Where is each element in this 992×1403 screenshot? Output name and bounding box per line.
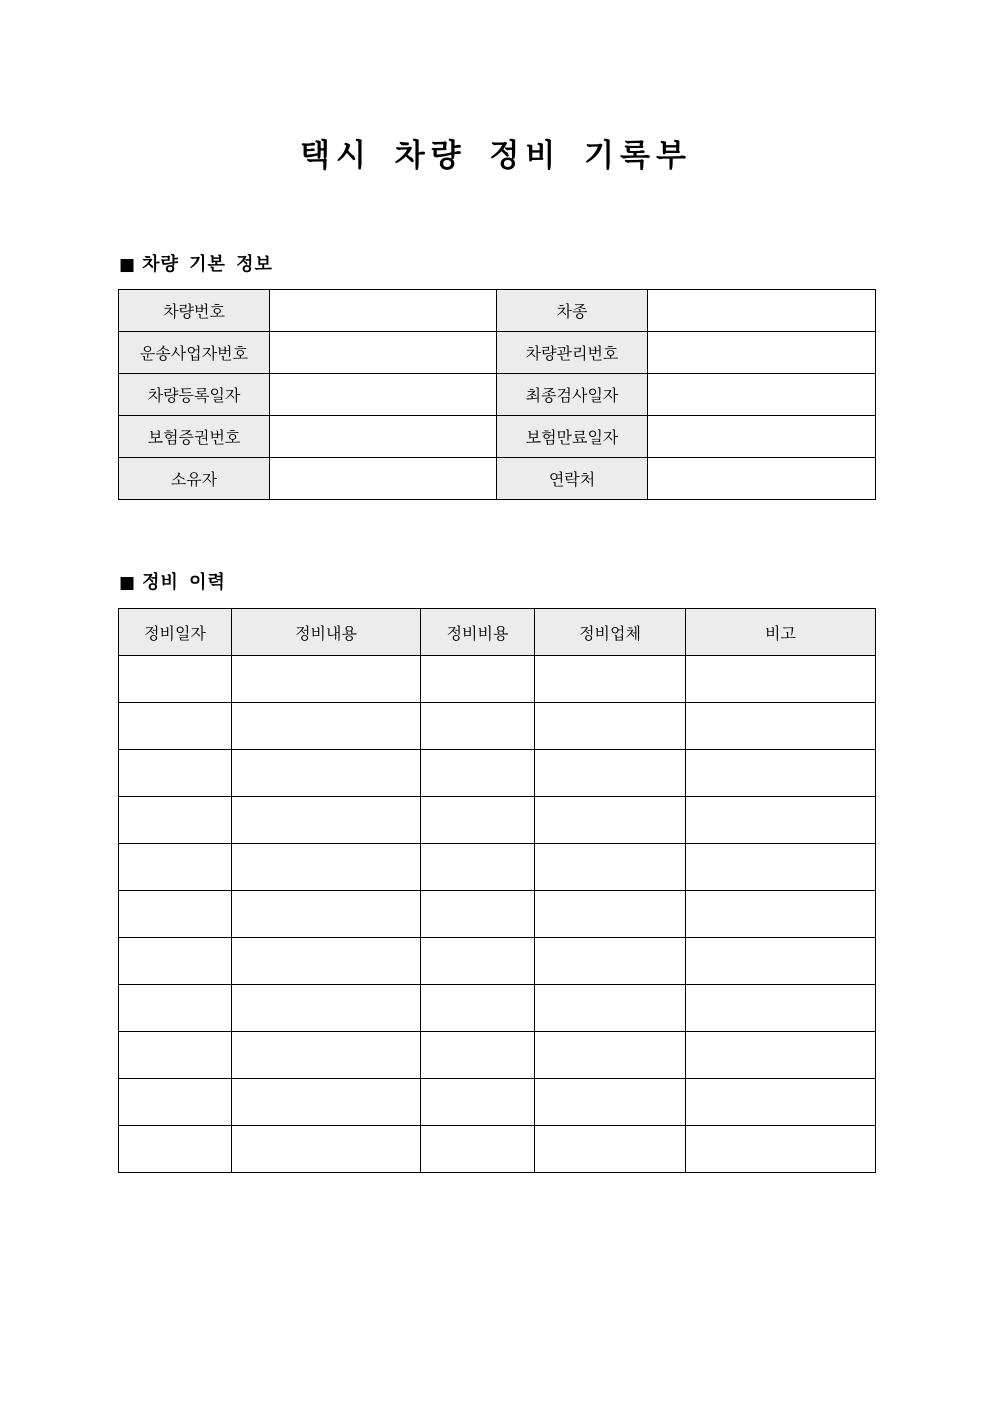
table-cell[interactable]: [421, 891, 535, 938]
table-cell[interactable]: [686, 985, 876, 1032]
table-cell[interactable]: [535, 1032, 686, 1079]
table-cell[interactable]: [119, 985, 232, 1032]
field-value[interactable]: [270, 290, 497, 332]
table-cell[interactable]: [421, 985, 535, 1032]
table-cell[interactable]: [535, 703, 686, 750]
table-row: [119, 1126, 876, 1173]
table-cell[interactable]: [686, 797, 876, 844]
field-label: 운송사업자번호: [119, 332, 270, 374]
square-bullet-icon: ■: [119, 255, 137, 275]
field-value[interactable]: [270, 332, 497, 374]
field-value[interactable]: [270, 416, 497, 458]
field-label: 소유자: [119, 458, 270, 500]
table-cell[interactable]: [421, 1126, 535, 1173]
field-label: 차량번호: [119, 290, 270, 332]
maintenance-history-table: [118, 608, 876, 1173]
table-cell[interactable]: [686, 703, 876, 750]
table-row: [119, 938, 876, 985]
table-row: [119, 656, 876, 703]
table-row: [119, 703, 876, 750]
table-cell[interactable]: [232, 985, 421, 1032]
table-cell[interactable]: [535, 1126, 686, 1173]
table-cell[interactable]: [421, 1032, 535, 1079]
field-label: 차량관리번호: [497, 332, 648, 374]
field-value[interactable]: [648, 332, 876, 374]
table-cell[interactable]: [535, 797, 686, 844]
table-cell[interactable]: [119, 797, 232, 844]
table-cell[interactable]: [686, 656, 876, 703]
basic-info-row: [119, 374, 876, 416]
field-label: 보험증권번호: [119, 416, 270, 458]
table-row: [119, 891, 876, 938]
table-cell[interactable]: [119, 844, 232, 891]
table-cell[interactable]: [535, 891, 686, 938]
table-cell[interactable]: [119, 1126, 232, 1173]
table-cell[interactable]: [232, 1032, 421, 1079]
table-cell[interactable]: [686, 750, 876, 797]
field-label: 최종검사일자: [497, 374, 648, 416]
table-row: [119, 1032, 876, 1079]
column-header: 정비업체: [535, 609, 686, 656]
field-label: 차량등록일자: [119, 374, 270, 416]
section-heading-basic-info: [119, 253, 273, 277]
table-cell[interactable]: [535, 985, 686, 1032]
table-cell[interactable]: [232, 703, 421, 750]
table-cell[interactable]: [535, 656, 686, 703]
table-row: [119, 985, 876, 1032]
square-bullet-icon: ■: [119, 573, 137, 593]
column-header: 정비일자: [119, 609, 232, 656]
table-cell[interactable]: [119, 750, 232, 797]
table-cell[interactable]: [119, 938, 232, 985]
field-value[interactable]: [648, 416, 876, 458]
table-cell[interactable]: [232, 1126, 421, 1173]
table-cell[interactable]: [119, 1032, 232, 1079]
basic-info-row: [119, 416, 876, 458]
table-cell[interactable]: [119, 891, 232, 938]
table-cell[interactable]: [421, 703, 535, 750]
section-heading-maintenance-history: [119, 571, 226, 595]
table-cell[interactable]: [535, 938, 686, 985]
table-cell[interactable]: [119, 703, 232, 750]
table-cell[interactable]: [232, 938, 421, 985]
table-cell[interactable]: [535, 844, 686, 891]
table-cell[interactable]: [535, 1079, 686, 1126]
table-cell[interactable]: [686, 844, 876, 891]
section-heading-label: 차량 기본 정보: [142, 254, 273, 275]
basic-info-row: [119, 290, 876, 332]
column-header: 비고: [686, 609, 876, 656]
table-cell[interactable]: [232, 891, 421, 938]
table-cell[interactable]: [232, 797, 421, 844]
field-label: 연락처: [497, 458, 648, 500]
table-header-row: [119, 609, 876, 656]
page-title: 택시 차량 정비 기록부: [300, 138, 692, 174]
basic-info-table: [118, 289, 876, 500]
table-cell[interactable]: [119, 1079, 232, 1126]
table-cell[interactable]: [232, 1079, 421, 1126]
basic-info-row: [119, 458, 876, 500]
table-cell[interactable]: [686, 938, 876, 985]
table-row: [119, 844, 876, 891]
field-value[interactable]: [648, 458, 876, 500]
section-heading-label: 정비 이력: [142, 572, 226, 593]
field-value[interactable]: [270, 458, 497, 500]
table-row: [119, 750, 876, 797]
field-value[interactable]: [648, 374, 876, 416]
column-header: 정비비용: [421, 609, 535, 656]
table-cell[interactable]: [421, 938, 535, 985]
field-value[interactable]: [648, 290, 876, 332]
field-value[interactable]: [270, 374, 497, 416]
field-label: 차종: [497, 290, 648, 332]
table-cell[interactable]: [421, 656, 535, 703]
table-cell[interactable]: [421, 797, 535, 844]
table-cell[interactable]: [232, 656, 421, 703]
table-cell[interactable]: [686, 1079, 876, 1126]
table-cell[interactable]: [421, 844, 535, 891]
table-cell[interactable]: [421, 750, 535, 797]
table-cell[interactable]: [535, 750, 686, 797]
field-label: 보험만료일자: [497, 416, 648, 458]
table-cell[interactable]: [421, 1079, 535, 1126]
basic-info-row: [119, 332, 876, 374]
table-cell[interactable]: [686, 1126, 876, 1173]
table-cell[interactable]: [232, 750, 421, 797]
table-row: [119, 1079, 876, 1126]
table-cell[interactable]: [686, 891, 876, 938]
column-header: 정비내용: [232, 609, 421, 656]
table-cell[interactable]: [119, 656, 232, 703]
table-row: [119, 797, 876, 844]
table-cell[interactable]: [686, 1032, 876, 1079]
table-cell[interactable]: [232, 844, 421, 891]
